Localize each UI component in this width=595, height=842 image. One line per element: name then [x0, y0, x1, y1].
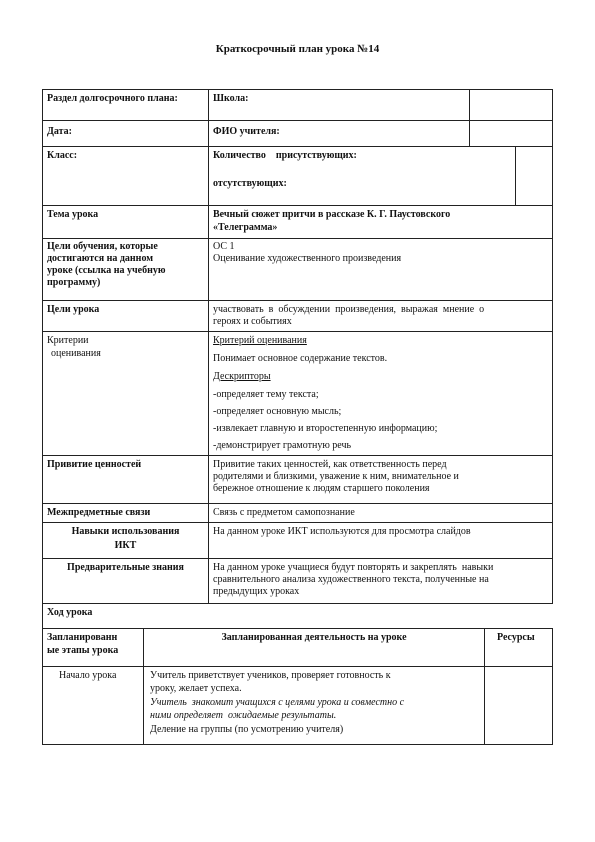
ict-label-line-1: Навыки использования: [71, 526, 180, 537]
values-value-line-3: бережное отношение к людям старшего поколения: [213, 483, 430, 494]
values-value-line-1: Привитие таких ценностей, как ответственность перед: [213, 459, 447, 470]
goals-code: ОС 1: [213, 241, 235, 252]
descriptor-item: -извлекает главную и второстепенную информацию;: [213, 423, 438, 434]
present-label: Количество присутствующих:: [213, 150, 357, 161]
goals-label-line-2: достигаются на данном: [47, 253, 154, 264]
school-label: Школа:: [213, 93, 249, 104]
col-stages-line-2: ые этапы урока: [47, 645, 119, 656]
criteria-label-line-1: Критерии: [47, 335, 89, 346]
course-heading: Ход урока: [47, 607, 93, 618]
activity-line: уроку, желает успеха.: [150, 683, 242, 694]
goals-label-line-1: Цели обучения, которые: [47, 241, 158, 252]
goals-label-line-3: уроке (ссылка на учебную: [47, 265, 166, 276]
absent-label: отсутствующих:: [213, 178, 287, 189]
topic-label: Тема урока: [47, 209, 99, 220]
criteria-text: Понимает основное содержание текстов.: [213, 353, 388, 364]
goals-label-line-4: программу): [47, 277, 101, 288]
goals-value: Оценивание художественного произведения: [213, 253, 402, 264]
lesson-goals-label: Цели урока: [47, 304, 100, 315]
section-label: Раздел долгосрочного плана:: [47, 93, 178, 104]
activity-line: Деление на группы (по усмотрению учителя): [150, 724, 344, 735]
prior-knowledge-value-line-1: На данном уроке учащиеся будут повторять и закреплять навыки: [213, 562, 494, 573]
ict-value: На данном уроке ИКТ используются для просмотра слайдов: [213, 526, 471, 537]
cross-subject-label: Межпредметные связи: [47, 507, 151, 518]
lesson-goals-value-line-1: участвовать в обсуждении произведения, выражая мнение о: [213, 304, 485, 315]
lesson-goals-value-line-2: героях и событиях: [213, 316, 292, 327]
descriptor-item: -демонстрирует грамотную речь: [213, 440, 352, 451]
prior-knowledge-value-line-3: предыдущих уроках: [213, 586, 300, 597]
page-title: Краткосрочный план урока №14: [215, 43, 380, 55]
prior-knowledge-value-line-2: сравнительного анализа художественного текста, полученные на: [213, 574, 489, 585]
criteria-label-line-2: оценивания: [51, 348, 101, 359]
prior-knowledge-label: Предварительные знания: [67, 562, 184, 573]
class-label: Класс:: [47, 150, 78, 161]
topic-value-line-1: Вечный сюжет притчи в рассказе К. Г. Паустовского: [213, 209, 451, 220]
topic-value-line-2: «Телеграмма»: [213, 222, 278, 233]
activity-line: ними определяет ожидаемые результаты.: [150, 710, 337, 721]
col-resources-header: Ресурсы: [497, 632, 535, 643]
col-activity-header: Запланированная деятельность на уроке: [221, 632, 407, 643]
descriptors-heading: Дескрипторы: [213, 371, 271, 382]
activity-line: Учитель знакомит учащихся с целями урока и совместно с: [150, 697, 405, 708]
descriptor-item: -определяет основную мысль;: [213, 406, 342, 417]
descriptor-item: -определяет тему текста;: [213, 389, 319, 400]
ict-label-line-2: ИКТ: [114, 540, 137, 551]
values-value-line-2: родителями и близкими, уважение к ним, внимательное и: [213, 471, 459, 482]
teacher-label: ФИО учителя:: [213, 126, 280, 137]
cross-subject-value: Связь с предметом самопознание: [213, 507, 355, 518]
date-label: Дата:: [47, 126, 72, 137]
values-label: Привитие ценностей: [47, 459, 142, 470]
col-stages-line-1: Запланированн: [47, 632, 118, 643]
stage-start: Начало урока: [59, 670, 117, 681]
activity-line: Учитель приветствует учеников, проверяет готовность к: [150, 670, 391, 681]
criteria-heading: Критерий оценивания: [213, 335, 307, 346]
